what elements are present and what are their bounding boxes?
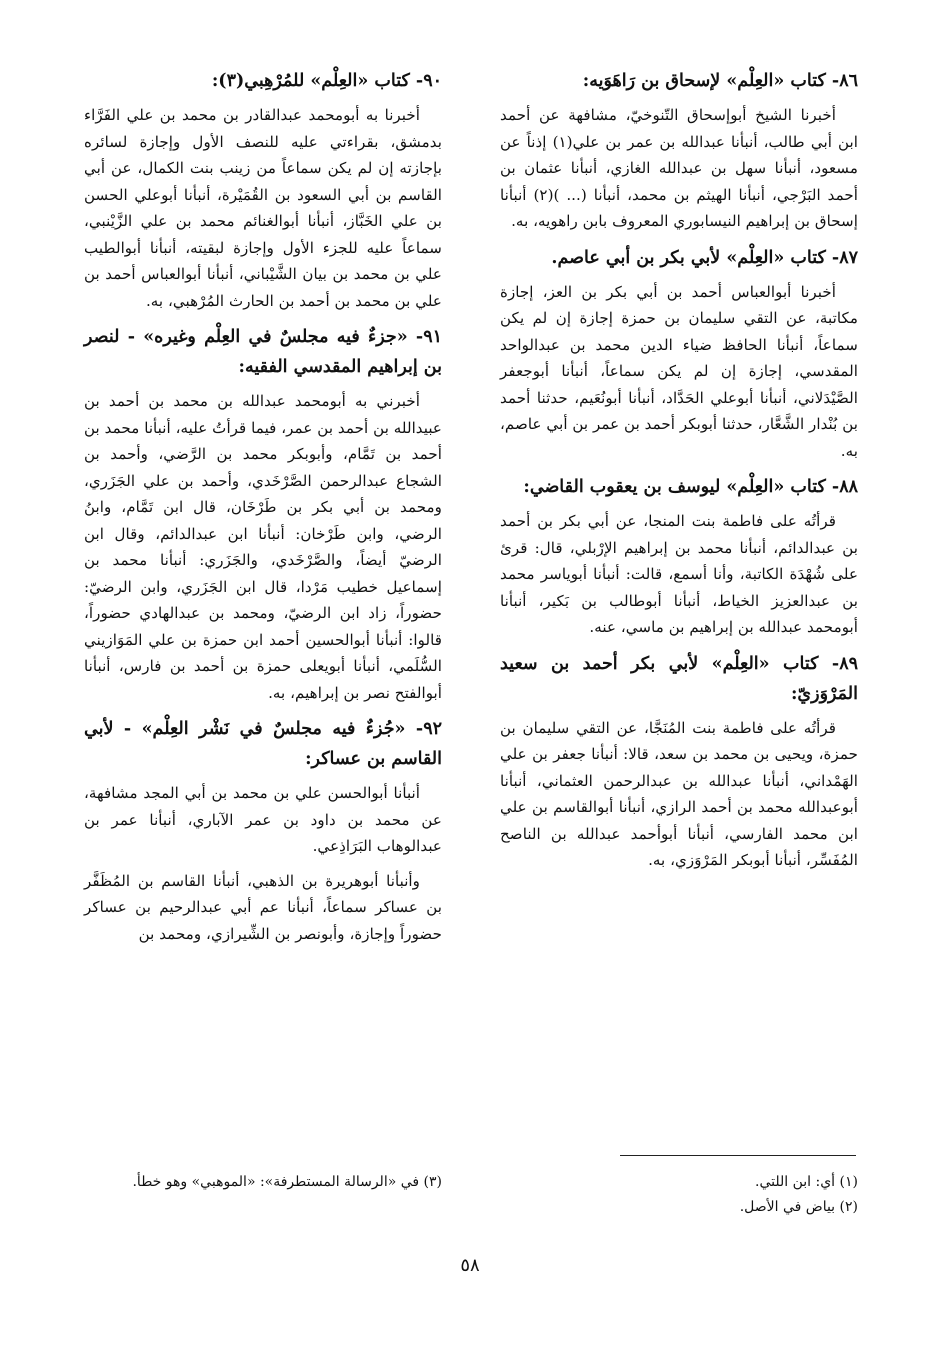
left-column — [84, 66, 442, 1146]
footnote: (٢) بياض في الأصل. — [739, 1199, 858, 1215]
section-paragraph: قرأتُه على فاطمة بنت المُنَجَّا، عن التقي سليمان بن حمزة، ويحيى بن محمد بن سعد، قالا: أنبأنا جعفر بن علي الهَمْداني، أنبأنا عبدالله بن عبدالرحمن العثماني، أنبأنا أبوعبدالله محمد بن أحمد الرازي، أنبأنا أبوالقاسم بن علي ابن محمد الفارسي، أنبأنا أبوأحمد عبدالله بن الناصح المُفَسِّر، أنبأنا أبوبكر المَرْوَزي، به. — [500, 718, 858, 869]
section-paragraph: وأنبأنا أبوهريرة بن الذهبي، أنبأنا القاسم بن المُظَفَّر بن عساكر سماعاً، أنبأنا عم أبي عبدالرحيم بن عساكر حضوراً وإجازة، وأبونصر بن الشِّيرازي، ومحمد بن — [84, 871, 442, 943]
section-87 — [500, 243, 858, 465]
footnote: (٣) في «الرسالة المستطرفة»: «الموهبي» وهو خطأ. — [132, 1174, 442, 1190]
section-title: ٨٦- كتاب «العِلْم» لإسحاق بن رَاهَوَيه: — [582, 71, 858, 91]
section-86 — [500, 66, 858, 235]
page — [84, 66, 858, 1146]
footnotes-right — [500, 1170, 858, 1220]
section-paragraph: أخبرني به أبومحمد عبدالله بن محمد بن أحمد بن عبيدالله بن أحمد بن عمر، فيما قرأتُ عليه، أنبأنا محمد بن أحمد بن تَمَّام، وأبوبكر محمد بن الرَّضي، وأحمد بن الشجاع عبدالرحمن الصَّرْخَدي، وأحمد بن علي الجَزَري، ومحمد بن أبي بكر بن طَرْخَان، قال ابن تَمَّام، وابنُ الرضي، وابن طَرْخان: أنبأنا ابن عبدالدائم، وقال ابن الرضيّ أيضاً، والصَّرْخَدي، والجَزَري: أنبأنا محمد بن إسماعيل خطيب مَرْدا، قال ابن الجَزَري، وابن الرضيّ: حضوراً، زاد ابن الرضيّ، ومحمد بن عبدالهادي حضوراً، قالوا: أنبأنا أبوالحسين أحمد ابن حمزة بن علي المَوَازيني السُّلَمي، أنبأنا أبويعلى حمزة بن أحمد بن فارس، أنبأنا أبوالفتح نصر بن إبراهيم، به. — [84, 392, 442, 702]
footnotes — [84, 1170, 858, 1220]
section-title: ٨٨- كتاب «العِلْم» ليوسف بن يعقوب القاضي: — [523, 477, 858, 497]
right-column — [500, 66, 858, 1146]
page-number: ٥٨ — [460, 1255, 480, 1276]
section-paragraph: أخبرنا الشيخ أبوإسحاق التّنوخيّ، مشافهة عن أحمد ابن أبي طالب، أنبأنا عبدالله بن عمر بن علي(١) إذناً عن مسعود، أنبأنا سهل بن عبدالله الغازي، أنبأنا عثمان بن أحمد البَرْجي، أنبأنا الهيثم بن محمد، أنبأنا (... )(٢) أنبأنا إسحاق بن إبراهيم النيسابوري المعروف بابن راهويه، به. — [500, 106, 859, 230]
footnote-divider — [620, 1155, 856, 1156]
section-89 — [500, 649, 858, 874]
section-paragraph: قرأتُه على فاطمة بنت المنجا، عن أبي بكر بن أحمد بن عبدالدائم، أنبأنا محمد بن إبراهيم الإرْبلي، قال: قرئ على شُهْدَة الكاتبة، وأنا أسمع، قالت: أنبأنا أبوياسر محمد بن عبدالعزيز الخياط، أنبأنا أبوطالب بن بَكير، أنبأنا أبومحمد عبدالله بن إبراهيم بن ماسي، عنه. — [500, 512, 858, 636]
section-91 — [84, 322, 442, 706]
section-title: ٩٢- «جُزءٌ فيه مجلسٌ في نَشْر العِلْم» - لأبي القاسم بن عساكر: — [84, 719, 442, 769]
footnote: (١) أي: ابن اللتي. — [755, 1174, 858, 1190]
section-90 — [84, 66, 442, 314]
section-88 — [500, 472, 858, 641]
section-paragraph: أخبرنا أبوالعباس أحمد بن أبي بكر بن العز، إجازة مكاتبة، عن التقي سليمان بن حمزة إجازة إن لم يكن سماعاً، أنبأنا الحافظ ضياء الدين محمد بن عبدالواحد المقدسي، إجازة إن لم يكن سماعاً، أنبأنا أبوجعفر الصَّيْدَلاني، أنبأنا أبوعلي الحَدَّاد، أنبأنا أبونُعَيم، حدثنا أحمد بن بُنْدار الشَّعَّار، حدثنا أبوبكر أحمد بن عمر بن أبي عاصم، به. — [500, 282, 858, 460]
section-title: ٨٧- كتاب «العِلْم» لأبي بكر بن أبي عاصم. — [551, 247, 858, 268]
section-title: ٩٠- كتاب «العِلْم» للمُرْهِبي(٣): — [211, 71, 442, 91]
two-column-body — [84, 66, 858, 1146]
section-paragraph: أنبأنا أبوالحسن علي بن محمد بن أبي المجد مشافهة، عن محمد بن داود بن عمر الآباري، أنبأنا عمر بن عبدالوهاب البَرَاذِعي. — [84, 784, 442, 855]
section-92 — [84, 714, 442, 947]
section-title: ٨٩- كتاب «العِلْم» لأبي بكر أحمد بن سعيد المَرْوَزيّ: — [500, 653, 858, 704]
section-title: ٩١- «جزءٌ فيه مجلسٌ في العِلْم وغيره» - لنصر بن إبراهيم المقدسي الفقيه: — [84, 327, 442, 377]
footnotes-left — [84, 1170, 442, 1220]
section-paragraph: أخبرنا به أبومحمد عبدالقادر بن محمد بن علي الفَرَّاء بدمشق، بقراءتي عليه للنصف الأول وإجازة لسائره بإجازته إن لم يكن سماعاً من زينب بنت الكمال، عن أبي القاسم بن أبي السعود بن القُمَيْرة، أنبأنا أبوعلي الحسن بن علي الخَبَّاز، أنبأنا أبوالغنائم محمد بن علي الزَّيْنبي، سماعاً عليه للجزء الأول وإجازة لبقيته، أنبأنا أبوالطيب علي بن محمد بن بيان الشَّيْباني، أنبأنا أبوالعباس أحمد بن علي بن محمد بن أحمد بن الحارث المُرْهبي، به. — [84, 106, 442, 310]
